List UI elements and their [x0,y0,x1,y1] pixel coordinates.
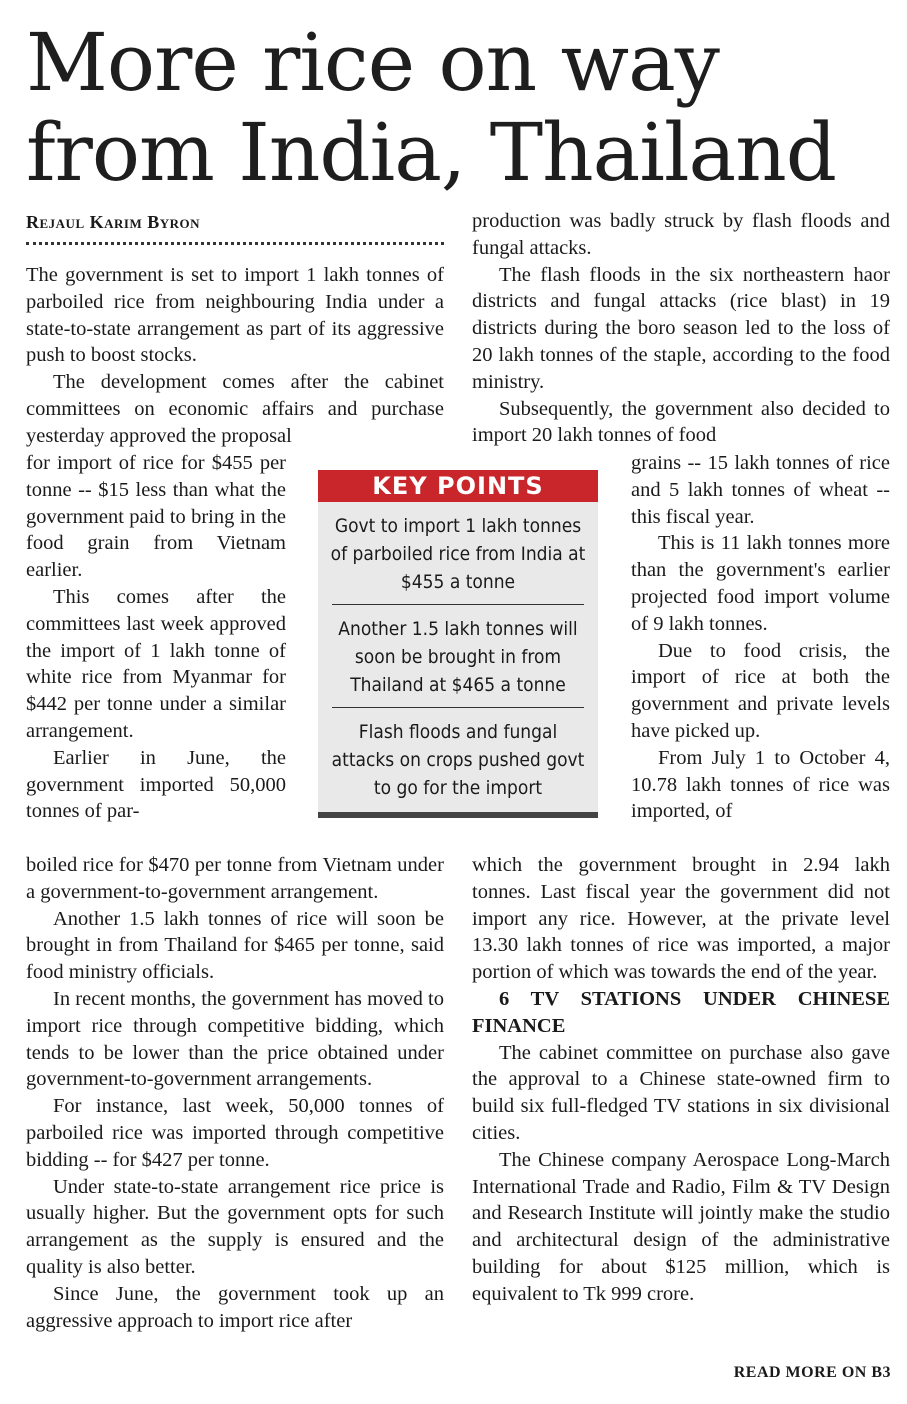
paragraph: The Chinese company Aerospace Long-March International Trade and Radio, Film & TV Design and Research Institute will jointly make the studio and architectural design of the administrative building for about $125 million, which is equivalent to Tk 999 crore. [472,1148,890,1305]
paragraph: Subsequently, the government also decided to import 20 lakh tonnes of food [472,397,890,447]
right-column-narrow [631,450,890,825]
paragraph: Earlier in June, the government imported 50,000 tonnes of par- [26,746,286,823]
right-column-bottom [472,852,890,1308]
key-point-item: Govt to import 1 lakh tonnes of parboiled rice from India at $455 a tonne [330,515,586,593]
paragraph: production was badly struck by flash floods and fungal attacks. [472,210,890,259]
paragraph: grains -- 15 lakh tonnes of rice and 5 lakh tonnes of wheat -- this fiscal year. [631,452,890,528]
paragraph: For instance, last week, 50,000 tonnes of parboiled rice was imported through competitive bidding -- for $427 per tonne. [26,1095,444,1171]
paragraph: The government is set to import 1 lakh tonnes of parboiled rice from neighbouring India under a state-to-state arrangement as part of its aggressive push to boost stocks. [26,264,444,367]
paragraph: This is 11 lakh tonnes more than the government's earlier projected food import volume of 9 lakh tonnes. [631,532,890,635]
paragraph: Due to food crisis, the import of rice at both the government and private levels have picked up. [631,639,890,742]
key-points-title: KEY POINTS [318,470,598,502]
key-points-box [318,470,598,818]
byline: Rejaul Karim Byron [26,212,201,232]
paragraph: Since June, the government took up an aggressive approach to import rice after [26,1282,444,1332]
read-more-link[interactable]: READ MORE ON B3 [733,1364,891,1381]
left-column-top [26,262,444,450]
paragraph: Under state-to-state arrangement rice price is usually higher. But the government opts for such arrangement as the supply is ensured and the quality is also better. [26,1175,444,1278]
headline: More rice on way from India, Thailand [26,16,836,199]
subheading: 6 TV STATIONS UNDER CHINESE FINANCE [472,987,890,1037]
paragraph: The cabinet committee on purchase also gave the approval to a Chinese state-owned firm to build six full-fledged TV stations in six divisional cities. [472,1041,890,1144]
key-point-item: Flash floods and fungal attacks on crops pushed govt to go for the import [331,721,585,799]
paragraph: The flash floods in the six northeastern haor districts and fungal attacks (rice blast) in 19 districts during the boro season led to the loss of 20 lakh tonnes of the staple, according to the food ministry. [472,263,890,393]
paragraph: The development comes after the cabinet committees on economic affairs and purchase yesterday approved the proposal [26,371,444,447]
paragraph: Another 1.5 lakh tonnes of rice will soon be brought in from Thailand for $465 per tonne, said food ministry officials. [26,907,444,984]
right-column-top [472,208,890,449]
paragraph: From July 1 to October 4, 10.78 lakh tonnes of rice was imported, of [631,746,890,823]
left-column-bottom [26,852,444,1334]
paragraph: for import of rice for $455 per tonne -- $15 less than what the government paid to bring in the food grain from Vietnam earlier. [26,452,286,582]
paragraph: In recent months, the government has moved to import rice through competitive bidding, which tends to be lower than the price obtained under government-to-government arrangements. [26,987,444,1091]
key-point-item: Another 1.5 lakh tonnes will soon be brought in from Thailand at $465 a tonne [338,618,578,696]
byline-divider [26,242,444,245]
paragraph: boiled rice for $470 per tonne from Vietnam under a government-to-government arrangement. [26,854,444,903]
paragraph: This comes after the committees last week approved the import of 1 lakh tonne of white rice from Myanmar for $442 per tonne under a similar arrangement. [26,585,286,742]
paragraph: which the government brought in 2.94 lakh tonnes. Last fiscal year the government did not import any rice. However, at the private level 13.30 lakh tonnes of rice was imported, a major portion of which was towards the end of the year. [472,854,890,984]
left-column-narrow [26,450,286,825]
